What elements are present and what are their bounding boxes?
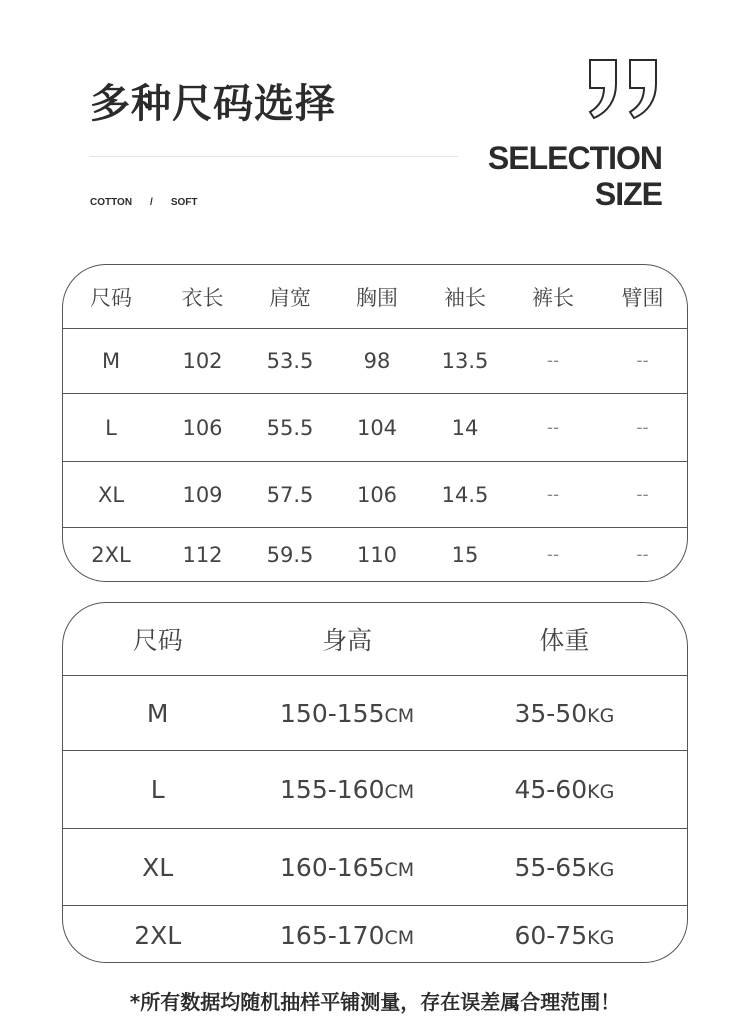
header-sleeve: 袖长 — [444, 285, 486, 310]
selection-word: SELECTION — [487, 140, 662, 176]
tag-separator: / — [150, 197, 153, 208]
table-cell: 104 — [356, 415, 398, 440]
table-cell: 109 — [182, 482, 223, 507]
table-cell: 112 — [182, 543, 223, 567]
table-cell: -- — [546, 484, 560, 505]
header-length: 衣长 — [181, 285, 224, 310]
quote-mark-icon — [584, 58, 664, 120]
page-title: 多种尺码选择 — [90, 81, 336, 127]
tagline — [90, 197, 198, 208]
table-row — [63, 829, 687, 906]
table-row — [63, 906, 687, 963]
header-pants-length: 裤长 — [532, 285, 574, 310]
table-cell-weight: 55-65KG — [514, 852, 615, 882]
header-height: 身高 — [322, 626, 373, 655]
table-cell: 14 — [451, 415, 479, 440]
table-cell-height: 160-165CM — [280, 852, 415, 882]
table-cell-height: 165-170CM — [280, 920, 415, 950]
table-cell: 13.5 — [441, 349, 489, 373]
table-cell: L — [105, 415, 117, 440]
title-divider — [90, 156, 458, 157]
table-cell-weight: 35-50KG — [514, 698, 615, 728]
table-cell-size: 2XL — [134, 920, 182, 950]
table-cell: 59.5 — [266, 543, 314, 567]
table-cell: -- — [546, 351, 560, 371]
table-cell-weight: 60-75KG — [514, 920, 615, 950]
table-cell: 14.5 — [441, 482, 489, 507]
table-cell: 102 — [182, 349, 223, 373]
header-weight: 体重 — [539, 626, 590, 655]
table-cell-size: L — [150, 775, 165, 804]
table-cell-height: 155-160CM — [280, 775, 415, 804]
garment-size-table — [62, 264, 688, 582]
table-cell: 55.5 — [266, 415, 314, 440]
table-header-row — [63, 603, 687, 676]
table-cell-size: XL — [142, 852, 174, 882]
tag-cotton: COTTON — [90, 197, 133, 208]
table-cell: XL — [97, 482, 125, 507]
table-cell: 98 — [363, 349, 391, 373]
table-cell: 106 — [182, 415, 223, 440]
table-row — [63, 394, 687, 462]
measurement-footnote: *所有数据均随机抽样平铺测量，存在误差属合理范围！ — [129, 990, 621, 1014]
table-cell: 57.5 — [266, 482, 314, 507]
table-cell: -- — [546, 545, 560, 565]
table-cell: -- — [546, 417, 560, 438]
table-cell: 53.5 — [266, 349, 314, 373]
header-arm: 臂围 — [621, 285, 664, 310]
table-row — [63, 528, 687, 582]
table-cell: -- — [636, 545, 649, 565]
table-cell: 15 — [451, 543, 479, 567]
table-header-row — [63, 265, 687, 329]
table-cell: -- — [636, 484, 649, 505]
table-cell: 110 — [356, 543, 398, 567]
table-row — [63, 751, 687, 829]
table-cell: M — [101, 349, 121, 373]
fit-recommendation-table — [62, 602, 688, 963]
table-cell: 106 — [356, 482, 398, 507]
size-word: SIZE — [594, 176, 662, 212]
table-row — [63, 462, 687, 528]
table-cell-size: M — [146, 698, 169, 728]
header-chest: 胸围 — [356, 285, 398, 310]
tag-soft: SOFT — [170, 197, 198, 208]
table-cell: -- — [636, 351, 649, 371]
table-cell-weight: 45-60KG — [514, 775, 615, 804]
header-size: 尺码 — [132, 626, 183, 655]
table-cell-height: 150-155CM — [280, 698, 415, 728]
header-shoulder: 肩宽 — [269, 285, 311, 310]
header-size: 尺码 — [90, 285, 132, 310]
table-cell: -- — [636, 417, 649, 438]
table-row — [63, 676, 687, 751]
table-cell: 2XL — [91, 543, 131, 567]
table-row — [63, 329, 687, 394]
